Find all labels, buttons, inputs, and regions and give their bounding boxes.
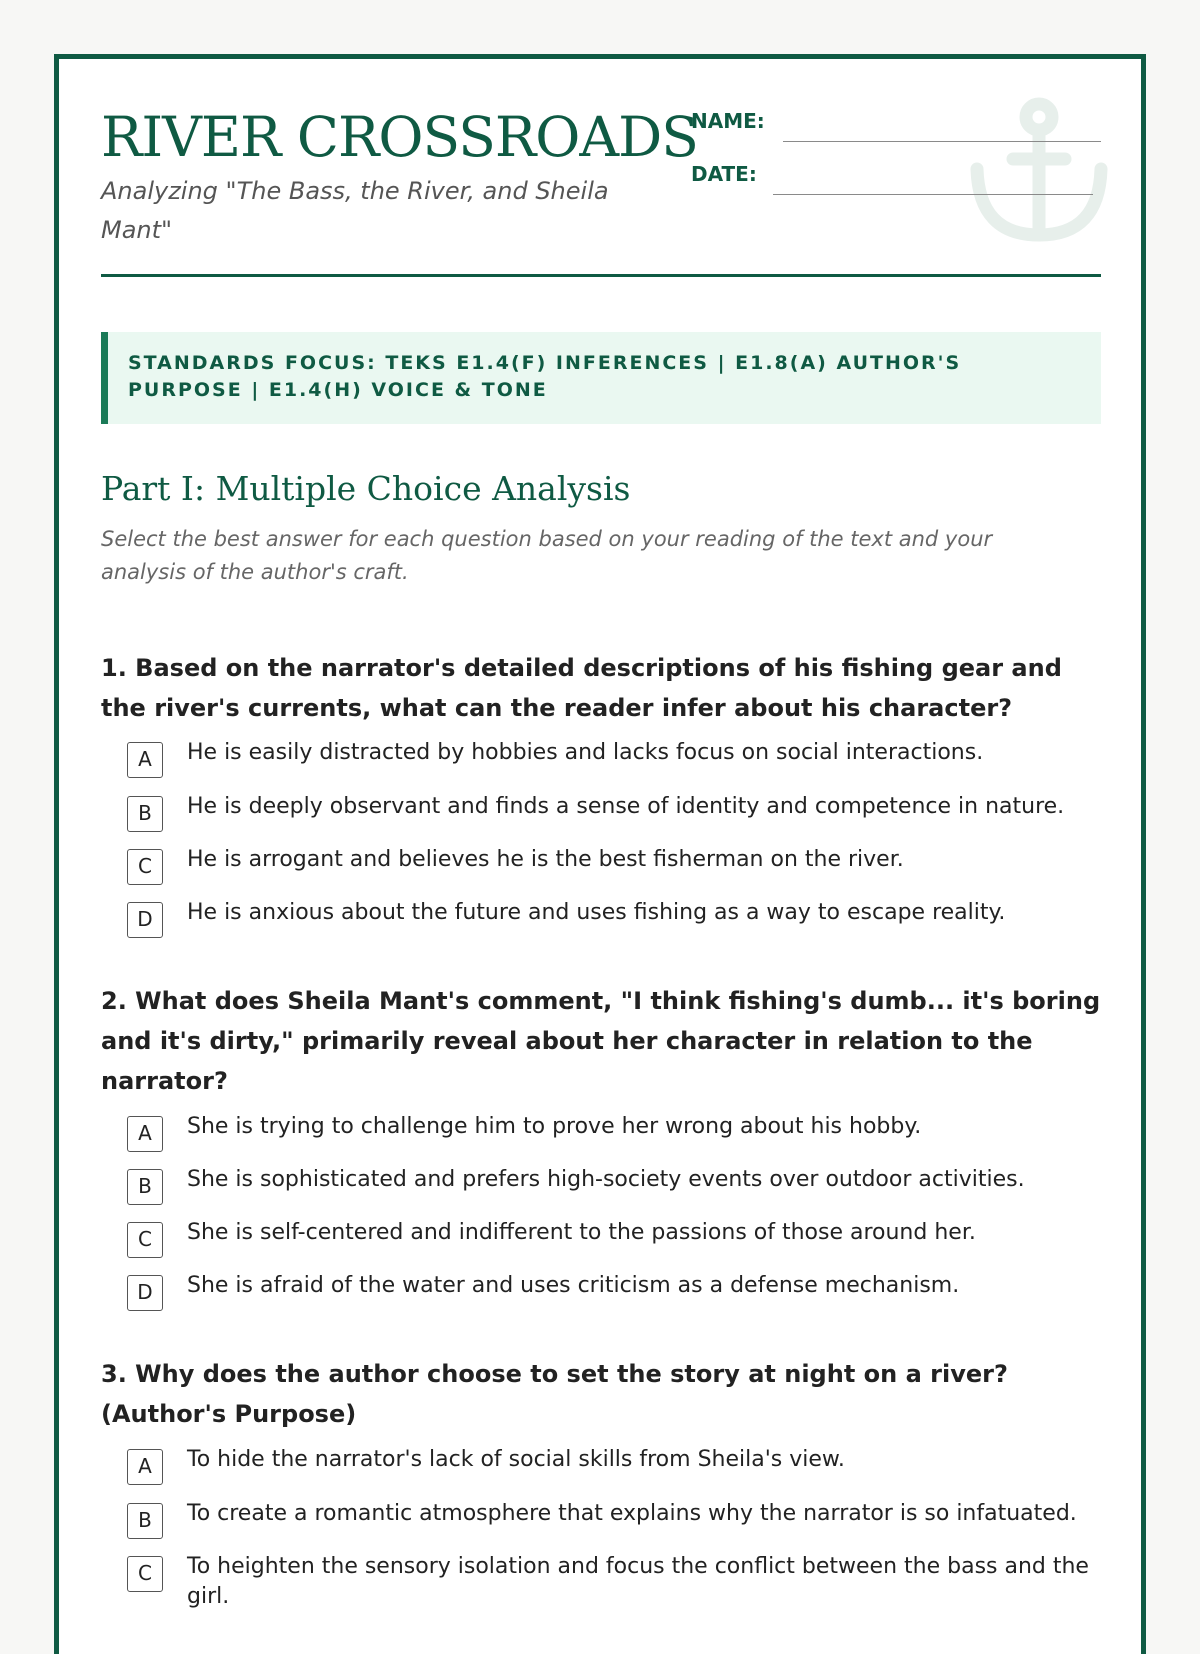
date-field[interactable] <box>773 194 1093 195</box>
choice-text: To create a romantic atmosphere that explains why the narrator is so infatuated. <box>187 1501 1077 1526</box>
q2-choice-d[interactable] <box>127 1275 1087 1315</box>
q2-choice-b[interactable] <box>127 1169 1087 1209</box>
q1-choice-b[interactable] <box>127 796 1087 836</box>
q1-choice-d[interactable] <box>127 902 1087 942</box>
choice-letter-box[interactable]: C <box>127 1556 163 1592</box>
question-1: 1. Based on the narrator's detailed descriptions of his fishing gear and the river's currents, what can the reader infer about his character? <box>101 654 1062 722</box>
question-3: 3. Why does the author choose to set the story at night on a river? (Author's Purpose) <box>101 1360 1008 1428</box>
choice-letter-box[interactable]: B <box>127 796 163 832</box>
q1-choice-c[interactable] <box>127 849 1087 889</box>
choice-text: To heighten the sensory isolation and focus the conflict between the bass and the girl. <box>187 1554 1089 1609</box>
choice-text: He is deeply observant and finds a sense of identity and competence in nature. <box>187 794 1065 819</box>
choice-letter-box[interactable]: B <box>127 1503 163 1539</box>
choice-text: She is sophisticated and prefers high-society events over outdoor activities. <box>187 1167 1025 1192</box>
choice-letter-box[interactable]: B <box>127 1169 163 1205</box>
choice-text: To hide the narrator's lack of social skills from Sheila's view. <box>187 1447 845 1472</box>
anchor-icon <box>969 97 1109 247</box>
worksheet-subtitle: Analyzing "The Bass, the River, and Sheila Mant" <box>101 177 609 244</box>
q3-choice-c[interactable] <box>127 1554 1089 1609</box>
question-2: 2. What does Sheila Mant's comment, "I think fishing's dumb... it's boring and it's dirty," primarily reveal about her character in relation to the narrator? <box>101 987 1101 1095</box>
standards-text: STANDARDS FOCUS: TEKS E1.4(F) INFERENCES | E1.8(A) AUTHOR'S PURPOSE | E1.4(H) VOICE & TONE <box>128 352 962 401</box>
choice-letter-box[interactable]: D <box>127 902 163 938</box>
worksheet-title: RIVER CROSSROADS <box>101 105 698 169</box>
header-divider <box>101 274 1101 277</box>
choice-letter-box[interactable]: D <box>127 1275 163 1311</box>
worksheet-page <box>54 54 1146 1654</box>
choice-text: She is afraid of the water and uses criticism as a defense mechanism. <box>187 1273 960 1298</box>
q3-choice-a[interactable] <box>127 1449 1087 1489</box>
part-title: Part I: Multiple Choice Analysis <box>101 469 631 508</box>
instructions: Select the best answer for each question based on your reading of the text and your analysis of the author's craft. <box>101 527 993 584</box>
choice-text: He is anxious about the future and uses fishing as a way to escape reality. <box>187 900 1006 925</box>
choice-letter-box[interactable]: A <box>127 1116 163 1152</box>
choice-letter-box[interactable]: C <box>127 849 163 885</box>
choice-letter-box[interactable]: A <box>127 1449 163 1485</box>
choice-letter-box[interactable]: A <box>127 742 163 778</box>
choice-text: She is self-centered and indifferent to the passions of those around her. <box>187 1220 976 1245</box>
q1-choice-a[interactable] <box>127 742 1087 782</box>
choice-letter-box[interactable]: C <box>127 1222 163 1258</box>
q3-choice-b[interactable] <box>127 1503 1087 1543</box>
name-field[interactable] <box>783 141 1101 142</box>
choice-text: He is arrogant and believes he is the best fisherman on the river. <box>187 847 904 872</box>
q2-choice-a[interactable] <box>127 1116 1087 1156</box>
name-label: NAME: <box>691 109 765 133</box>
choice-text: He is easily distracted by hobbies and lacks focus on social interactions. <box>187 740 984 765</box>
standards-focus-box <box>101 332 1101 424</box>
date-label: DATE: <box>691 162 757 186</box>
choice-text: She is trying to challenge him to prove her wrong about his hobby. <box>187 1114 922 1139</box>
q2-choice-c[interactable] <box>127 1222 1087 1262</box>
